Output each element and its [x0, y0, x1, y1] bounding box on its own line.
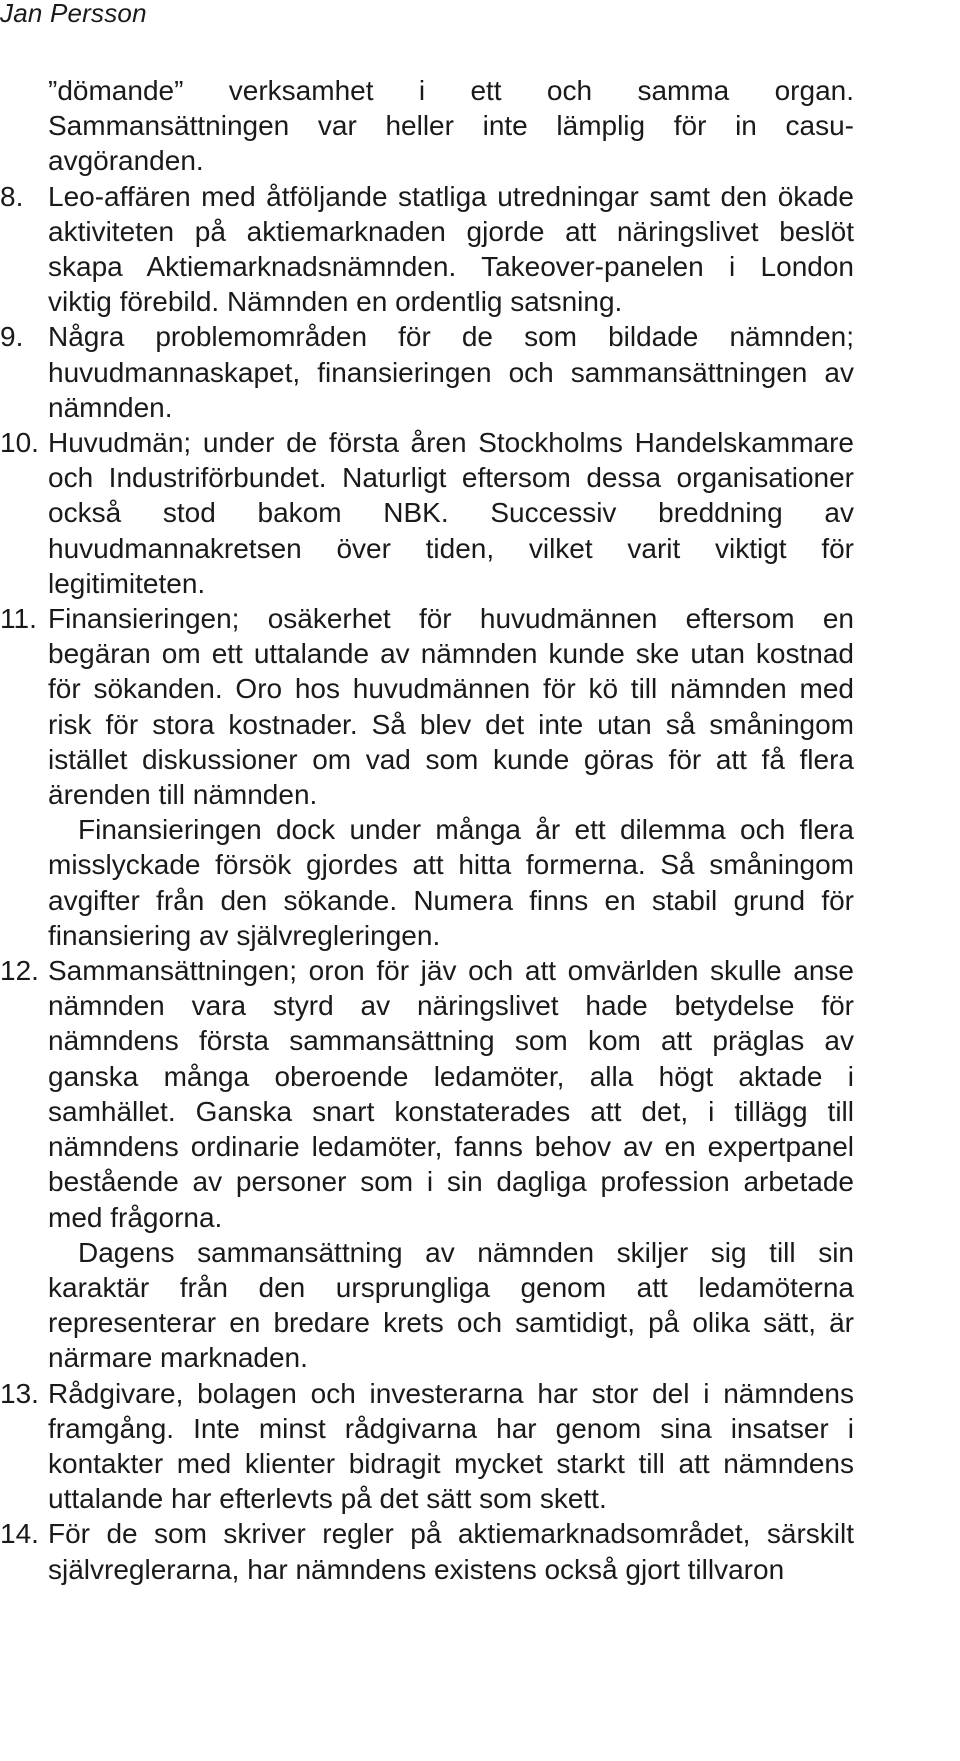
list-item — [0, 1516, 854, 1586]
item-number: 10. — [0, 427, 39, 459]
paragraph: ”dömande” verksamhet i ett och samma organ. Sammansättningen var heller inte lämplig för in casu-avgöranden. — [48, 75, 854, 177]
list-item — [0, 953, 854, 1375]
item-number: 8. — [0, 180, 24, 212]
paragraph: Rådgivare, bolagen och investerarna har stor del i nämndens framgång. Inte minst rådgivarna har genom sina insatser i kontakter med klienter bidragit mycket starkt till att nämndens uttalande har efterlevts på det sätt som skett. — [48, 1377, 854, 1515]
item-number: 9. — [0, 321, 24, 353]
list-item — [0, 1376, 854, 1517]
running-header-author: Jan Persson — [0, 0, 147, 28]
list-item — [0, 179, 854, 320]
list-item — [0, 601, 854, 953]
paragraph: Dagens sammansättning av nämnden skiljer sig till sin karaktär från den ursprungliga genom att ledamöterna representerar en bredare krets och samtidigt, på olika sätt, är närmare marknaden. — [48, 1236, 854, 1374]
item-number: 12. — [0, 955, 39, 987]
item-number: 11. — [0, 603, 37, 635]
list-item — [0, 319, 854, 425]
paragraph: Några problemområden för de som bildade nämnden; huvudmannaskapet, finansieringen och sammansättningen av nämnden. — [48, 321, 854, 423]
item-number: 14. — [0, 1518, 39, 1550]
paragraph: Huvudmän; under de första åren Stockholms Handelskammare och Industriförbundet. Naturligt eftersom dessa organisationer också stod bakom NBK. Successiv breddning av huvudmannakretsen över tiden, vilket varit viktigt för legitimiteten. — [48, 427, 854, 599]
item-number: 13. — [0, 1377, 39, 1409]
paragraph: För de som skriver regler på aktiemarknadsområdet, särskilt självreglerarna, har nämndens existens också gjort tillvaron — [48, 1518, 854, 1585]
body-text — [0, 73, 854, 1587]
list-item — [0, 425, 854, 601]
paragraph: Leo-affären med åtföljande statliga utredningar samt den ökade aktiviteten på aktiemarknaden gjorde att näringslivet beslöt skapa Aktiemarknadsnämnden. Takeover-panelen i London viktig förebild. Nämnden en ordentlig satsning. — [48, 180, 854, 318]
paragraph: Sammansättningen; oron för jäv och att omvärlden skulle anse nämnden vara styrd av näringslivet hade betydelse för nämndens första sammansättning som kom att präglas av ganska många oberoende ledamöter, alla högt aktade i samhället. Ganska snart konstaterades att det, i tillägg till nämndens ordinarie ledamöter, fanns behov av en expertpanel bestående av personer som i sin dagliga profession arbetade med frågorna. — [48, 955, 854, 1233]
paragraph: Finansieringen dock under många år ett dilemma och flera misslyckade försök gjordes att hitta formerna. Så småningom avgifter från den sökande. Numera finns en stabil grund för finansiering av självregleringen. — [48, 814, 854, 951]
list-item — [48, 73, 854, 179]
paragraph: Finansieringen; osäkerhet för huvudmännen eftersom en begäran om ett uttalande av nämnden kunde ske utan kostnad för sökanden. Oro hos huvudmännen för kö till nämnden med risk för stora kostnader. Så blev det inte utan så småningom istället diskussioner om vad som kunde göras för att få flera ärenden till nämnden. — [48, 603, 854, 811]
